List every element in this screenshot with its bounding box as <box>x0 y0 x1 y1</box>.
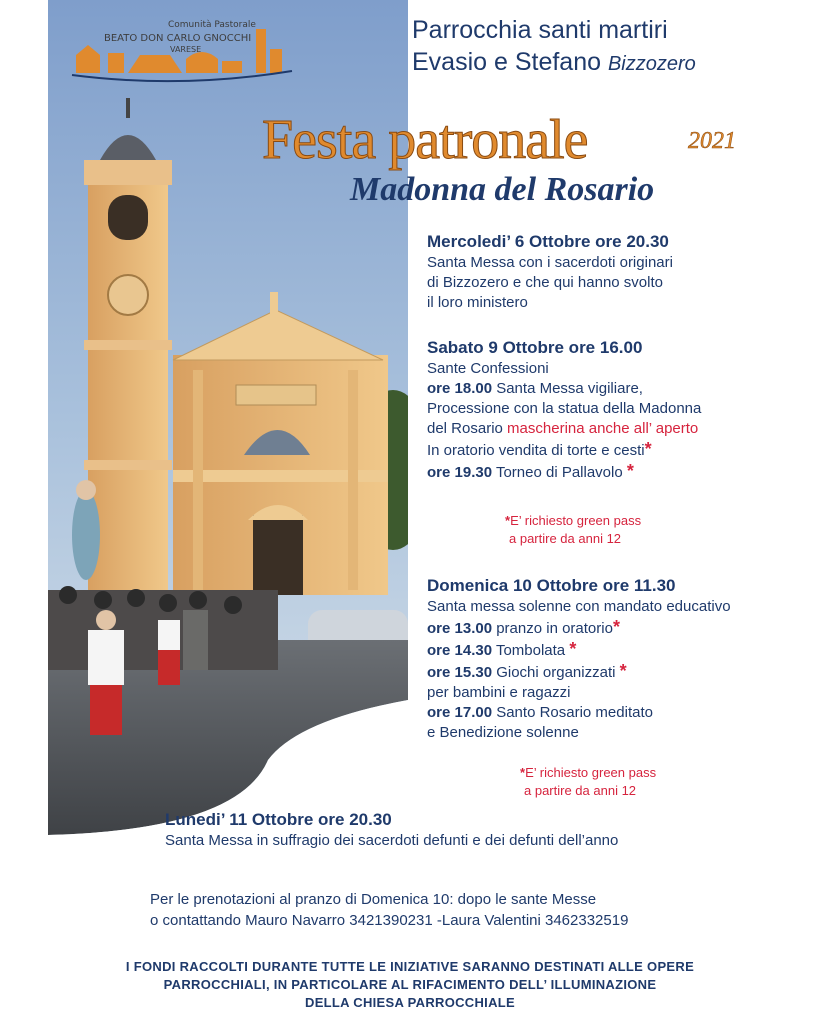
event-monday <box>165 809 618 851</box>
event-line <box>427 661 731 683</box>
festa-title: Festa patronale <box>262 109 588 171</box>
community-logo <box>70 15 295 83</box>
event-text: Torneo di Pallavolo <box>492 464 623 481</box>
funds-line3: DELLA CHIESA PARROCCHIALE <box>305 995 515 1010</box>
event-text: del Rosario <box>427 420 508 437</box>
funds-notice <box>60 958 760 1012</box>
event-saturday <box>427 337 701 483</box>
green-pass-note-sun <box>520 764 656 800</box>
event-line <box>427 617 731 639</box>
event-line: Santa Messa in suffragio dei sacerdoti defunti e dei defunti dell’anno <box>165 832 619 849</box>
event-saturday-title: Sabato 9 Ottobre ore 16.00 <box>427 338 643 357</box>
event-line <box>427 461 701 483</box>
event-sunday-title: Domenica 10 Ottobre ore 11.30 <box>427 576 676 595</box>
event-wednesday-title: Mercoledi’ 6 Ottobre ore 20.30 <box>427 232 669 251</box>
event-time: ore 15.30 <box>427 664 493 681</box>
event-line <box>427 419 701 439</box>
event-text: Giochi organizzati <box>492 664 616 681</box>
festa-year: 2021 <box>688 128 736 154</box>
event-line: e Benedizione solenne <box>427 724 579 741</box>
event-wednesday <box>427 231 673 313</box>
event-line <box>427 703 731 723</box>
event-text: Santo Rosario meditato <box>492 704 653 721</box>
booking-info <box>150 889 628 931</box>
event-time: ore 18.00 <box>427 380 493 397</box>
parish-line2: Evasio e Stefano <box>412 48 602 76</box>
parish-line1: Parrocchia santi martiri <box>412 16 668 44</box>
funds-line2: PARROCCHIALI, IN PARTICOLARE AL RIFACIMENTO DELL’ ILLUMINAZIONE <box>163 977 657 992</box>
funds-line1: I FONDI RACCOLTI DURANTE TUTTE LE INIZIATIVE SARANNO DESTINATI ALLE OPERE <box>125 959 695 974</box>
parish-name <box>412 14 812 80</box>
note-line1: E’ richiesto green pass <box>525 765 657 780</box>
event-text: Santa Messa vigiliare, <box>492 380 643 397</box>
logo-line3: VARESE <box>170 45 202 54</box>
asterisk: * <box>619 661 627 681</box>
booking-line1: Per le prenotazioni al pranzo di Domenica 10: dopo le sante Messe <box>150 891 597 908</box>
event-line: Sante Confessioni <box>427 360 549 377</box>
event-text: Tombolata <box>492 642 566 659</box>
asterisk: * <box>612 617 620 637</box>
logo-line1: Comunità Pastorale <box>168 20 256 30</box>
event-line: Processione con la statua della Madonna <box>427 400 702 417</box>
event-time: ore 13.00 <box>427 620 493 637</box>
mask-warning: mascherina anche all’ aperto <box>507 420 699 437</box>
green-pass-note-sat <box>505 512 641 548</box>
event-line <box>427 379 701 399</box>
event-time: ore 19.30 <box>427 464 493 481</box>
note-line2: a partire da anni 12 <box>509 531 622 546</box>
asterisk: * <box>505 513 511 528</box>
event-line: Santa messa solenne con mandato educativo <box>427 598 731 615</box>
logo-line2: BEATO DON CARLO GNOCCHI <box>104 33 252 44</box>
asterisk: * <box>626 461 634 481</box>
note-line2: a partire da anni 12 <box>524 783 637 798</box>
event-line <box>427 639 731 661</box>
event-line: per bambini e ragazzi <box>427 684 571 701</box>
event-line <box>427 439 701 461</box>
asterisk: * <box>569 639 577 659</box>
event-line: il loro ministero <box>427 294 528 311</box>
event-sunday <box>427 575 731 743</box>
asterisk: * <box>520 765 526 780</box>
event-line: di Bizzozero e che qui hanno svolto <box>427 274 663 291</box>
event-time: ore 17.00 <box>427 704 493 721</box>
event-line: Santa Messa con i sacerdoti originari <box>427 254 673 271</box>
event-text: pranzo in oratorio <box>492 620 613 637</box>
event-text: In oratorio vendita di torte e cesti <box>427 442 645 459</box>
note-line1: E’ richiesto green pass <box>510 513 642 528</box>
booking-line2: o contattando Mauro Navarro 3421390231 -Laura Valentini 3462332519 <box>150 912 629 929</box>
event-time: ore 14.30 <box>427 642 493 659</box>
festa-subtitle: Madonna del Rosario <box>350 171 655 208</box>
asterisk: * <box>644 439 652 459</box>
parish-place: Bizzozero <box>607 53 696 75</box>
event-monday-title: Lunedi’ 11 Ottobre ore 20.30 <box>165 810 392 829</box>
parish-line2-wrap <box>412 46 812 80</box>
